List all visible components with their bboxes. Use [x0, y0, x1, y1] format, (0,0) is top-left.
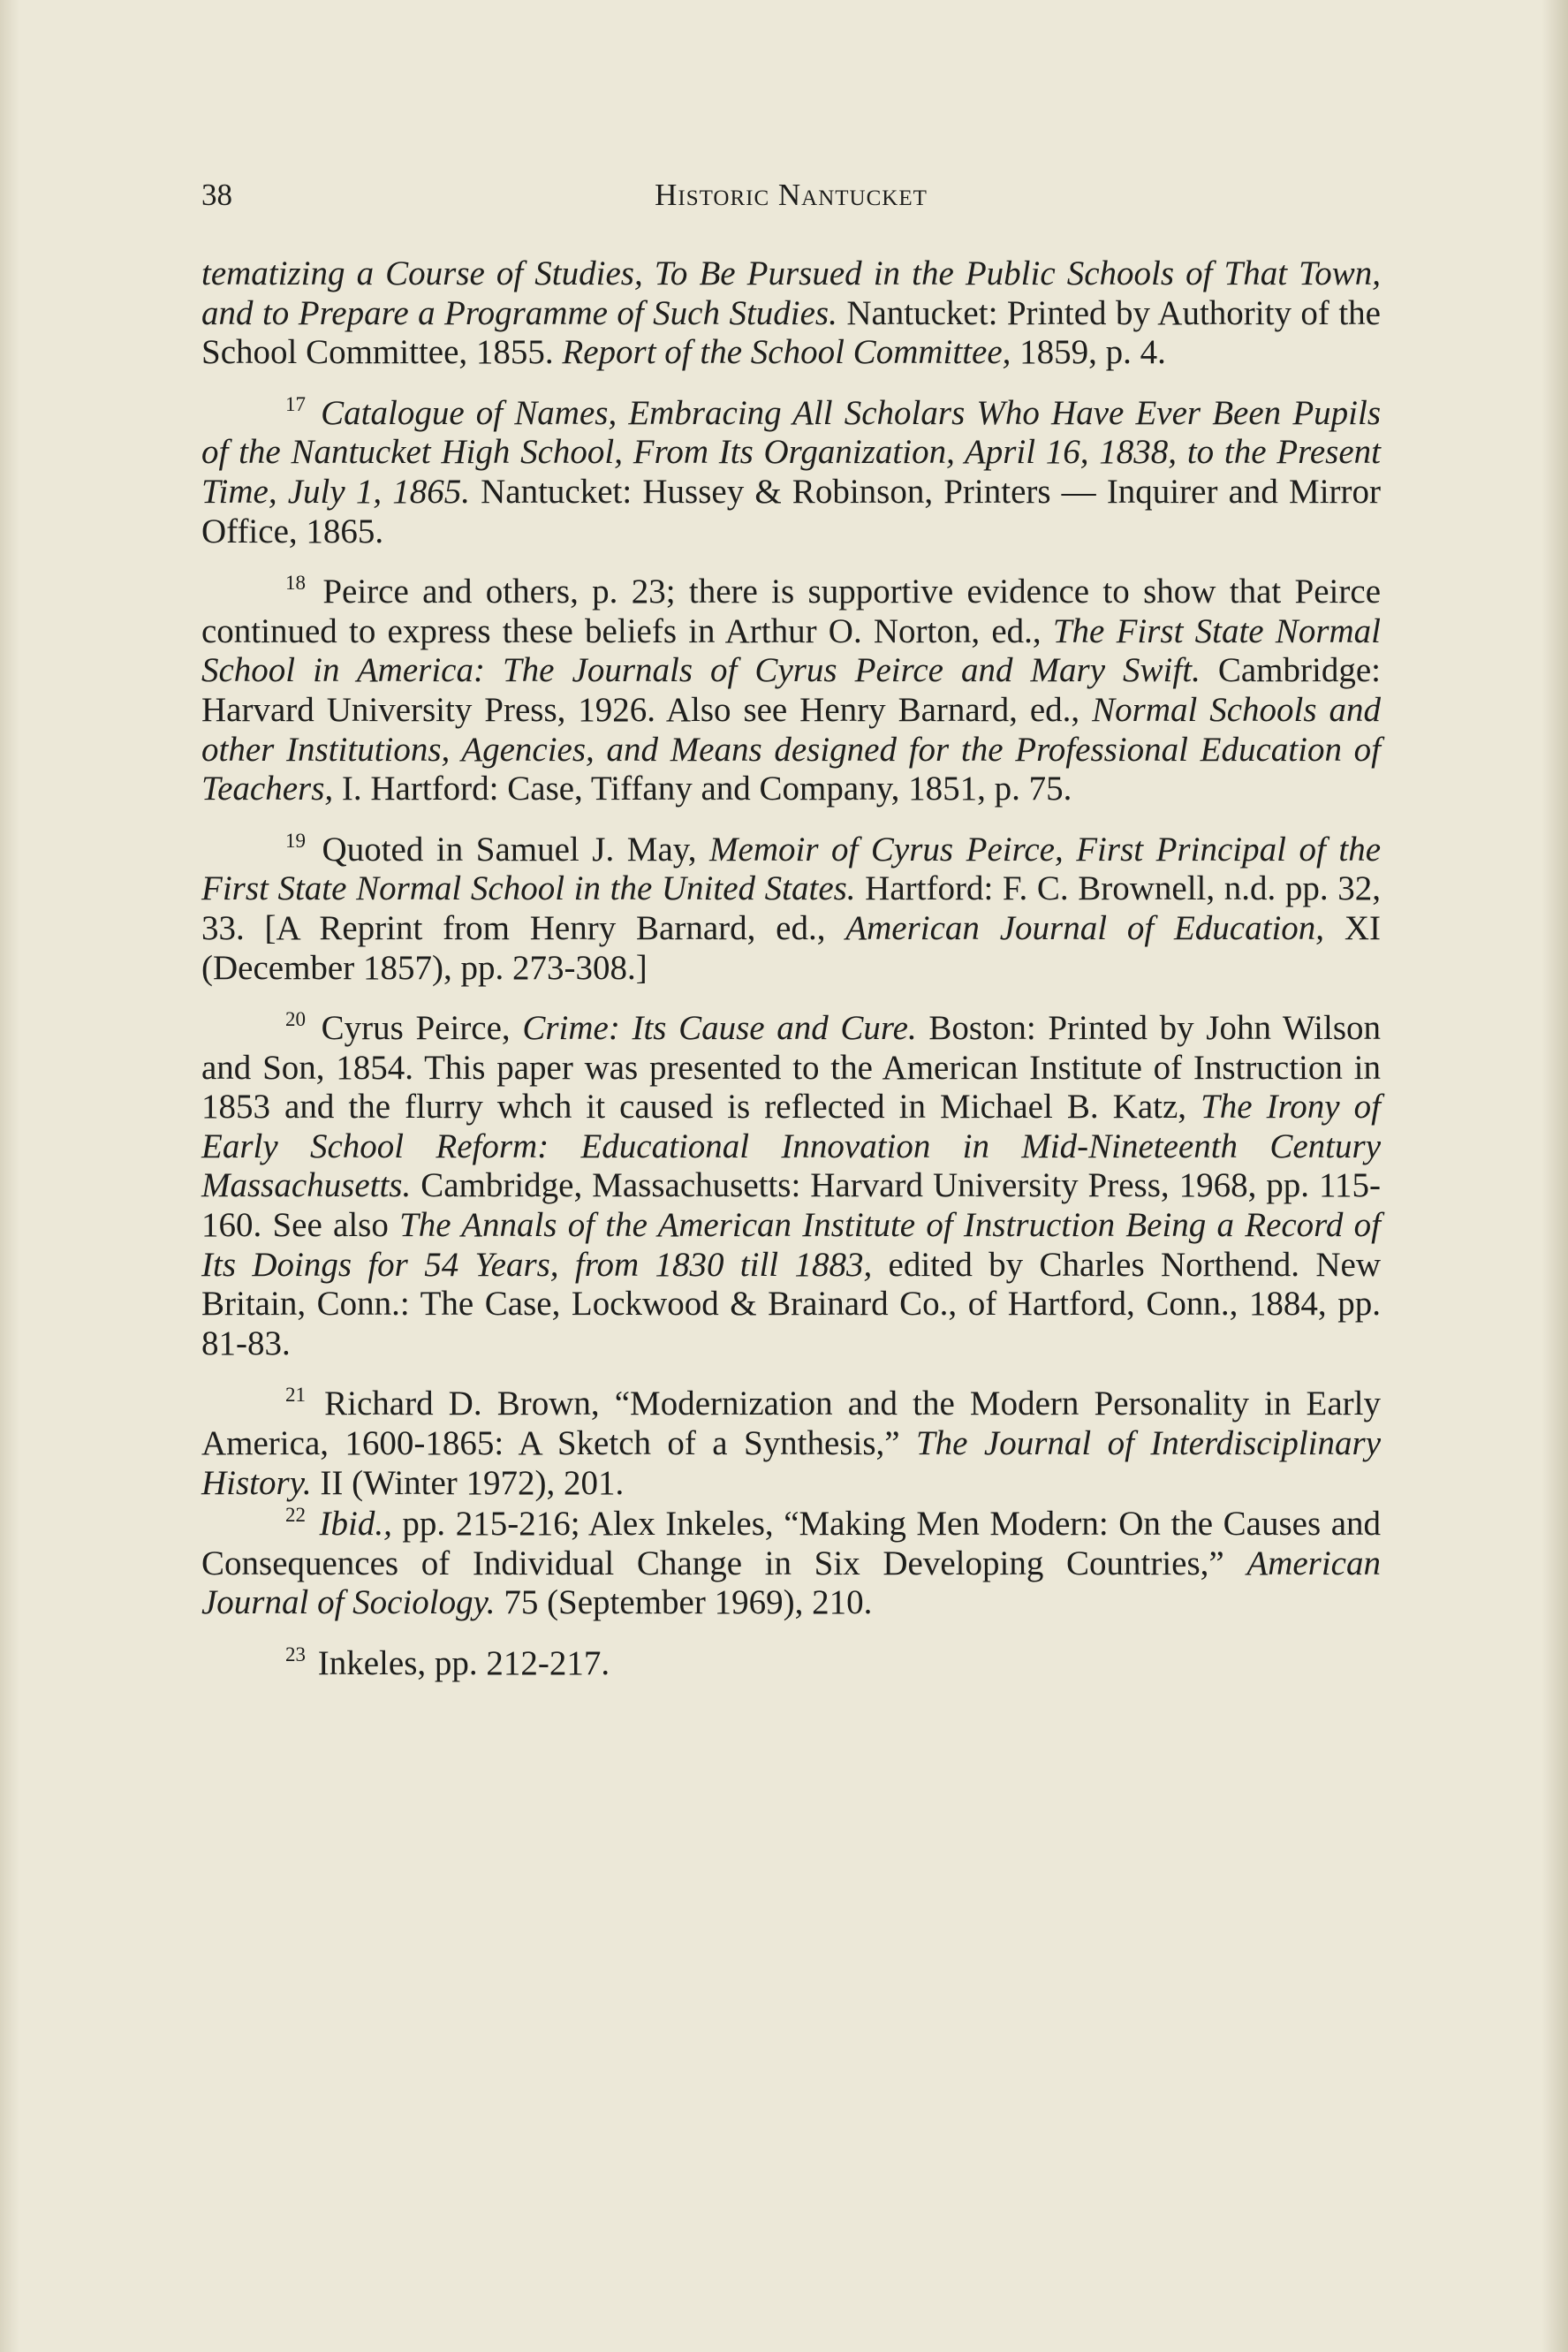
footnote-text-segment: Memoir of Cyrus Peirce, First Principal of the First State Normal School in the United States. [201, 830, 1382, 908]
footnote-text-segment: Inkeles, pp. 212-217. [317, 1644, 610, 1682]
footnote-text-segment: Normal Schools and other Institutions, Agencies, and Means designed for the Professional Education of Teachers, [201, 690, 1382, 808]
footnote-text-segment: American Journal of Sociology. [201, 1544, 1381, 1622]
footnote-text-segment: Hartford: F. C. Brownell, n.d. pp. 32, 33. [A Reprint from Henry Barnard, ed., [201, 869, 1381, 947]
footnote-20 [201, 1009, 1381, 1363]
footnote-17 [201, 394, 1381, 551]
footnote-number: 22 [285, 1504, 306, 1527]
footnote-text-segment: XI (December 1857), pp. 273-308.] [201, 908, 1382, 987]
footnote-text-segment: Cyrus Peirce, [321, 1009, 523, 1048]
footnote-23 [201, 1644, 1381, 1684]
footnote-text-segment: Nantucket: Printed by Authority of the School Committee, 1855. [201, 293, 1381, 372]
footnote-number: 23 [285, 1643, 306, 1665]
footnote-text-segment: Catalogue of Names, Embracing All Scholars Who Have Ever Been Pupils of the Nantucket High School, From Its Organization, April 16, 1838, to the Present Time, July 1, 1865. [201, 393, 1381, 511]
footnote-16-continuation [201, 254, 1381, 373]
footnotes-body [201, 254, 1381, 1705]
footnote-text-segment: The Annals of the American Institute of Instruction Being a Record of Its Doings for 54 Years, from 1830 till 1883, [201, 1206, 1381, 1284]
footnote-text-segment: Report of the School Committee, [562, 333, 1011, 372]
footnote-text-segment: Crime: Its Cause and Cure. [522, 1009, 917, 1048]
footnote-text-segment: Quoted in Samuel J. May, [322, 830, 710, 869]
footnote-text-segment: American Journal of Education, [845, 908, 1325, 947]
page-number: 38 [201, 178, 232, 212]
footnote-text-segment: edited by Charles Northend. New Britain, Conn.: The Case, Lockwood & Brainard Co., of Hartford, Conn., 1884, pp. 81-83. [201, 1245, 1381, 1362]
footnote-text-segment: Boston: Printed by John Wilson and Son, 1854. This paper was presented to the American Institute of Instruction in 1853 and the flurry whch it caused is reflected in Michael B. Katz, [201, 1009, 1382, 1127]
footnote-text-segment: Cambridge: Harvard University Press, 1926. Also see Henry Barnard, ed., [201, 651, 1381, 729]
running-title: Historic Nantucket [655, 178, 928, 212]
footnote-number: 20 [285, 1008, 306, 1031]
footnote-text-segment: I. Hartford: Case, Tiffany and Company, 1851, p. 75. [333, 770, 1072, 808]
footnote-19 [201, 831, 1381, 988]
footnote-text-segment: Nantucket: Hussey & Robinson, Printers — Inquirer and Mirror Office, 1865. [201, 472, 1381, 550]
footnote-22 [201, 1505, 1381, 1623]
footnote-text-segment: Richard D. Brown, “Modernization and the Modern Personality in Early America, 1600-1865: A Sketch of a Synthesis,” [201, 1385, 1381, 1463]
footnote-text-segment: The Journal of Interdisciplinary History. [201, 1424, 1382, 1502]
footnote-number: 17 [285, 392, 306, 415]
footnote-text-segment: II (Winter 1972), 201. [311, 1463, 625, 1502]
footnote-text-segment: The First State Normal School in America: The Journals of Cyrus Peirce and Mary Swift. [201, 611, 1381, 690]
footnote-text-segment: 75 (September 1969), 210. [495, 1583, 873, 1622]
page-edge-left [0, 0, 19, 2352]
footnote-18 [201, 573, 1381, 809]
footnote-21 [201, 1385, 1381, 1503]
footnote-text-segment: Ibid., [319, 1505, 392, 1544]
footnote-text-segment: 1859, p. 4. [1011, 333, 1166, 372]
footnote-number: 21 [285, 1384, 306, 1407]
footnote-text-segment: Cambridge, Massachusetts: Harvard University Press, 1968, pp. 115-160. See also [201, 1166, 1381, 1245]
footnote-text-segment: The Irony of Early School Reform: Educational Innovation in Mid-Nineteenth Century Massachusetts. [201, 1088, 1381, 1205]
footnote-number: 19 [285, 829, 306, 852]
page-edge-right [1541, 0, 1568, 2352]
footnote-text-segment: Peirce and others, p. 23; there is supportive evidence to show that Peirce continued to express these beliefs in Arthur O. Norton, ed., [201, 573, 1382, 650]
footnote-number: 18 [285, 572, 306, 595]
footnote-text-segment: tematizing a Course of Studies, To Be Pursued in the Public Schools of That Town, and to Prepare a Programme of Such Studies. [201, 254, 1381, 332]
footnote-text-segment: pp. 215-216; Alex Inkeles, “Making Men Modern: On the Causes and Consequences of Individual Change in Six Developing Countries,” [201, 1505, 1382, 1582]
page-header [201, 173, 1381, 217]
